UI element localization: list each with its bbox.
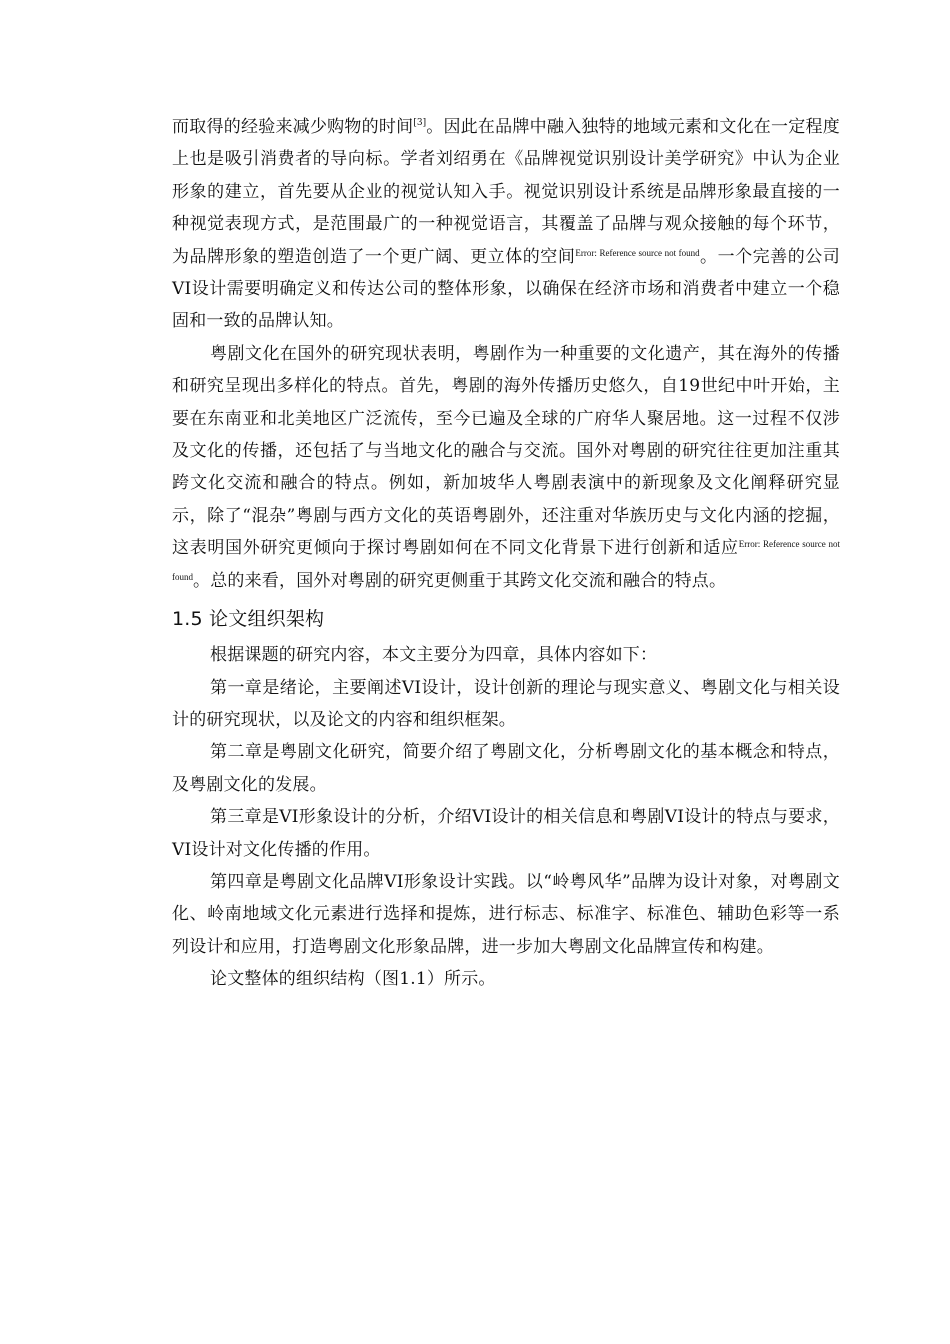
body-paragraph-chapter-4: 第四章是粤剧文化品牌VI形象设计实践。以“岭粤风华”品牌为设计对象，对粤剧文化、岭南地域文化元素进行选择和提炼，进行标志、标准字、标准色、辅助色彩等一系列设计和应用，打造粤剧文化形象品牌，进一步加大粤剧文化品牌宣传和构建。 — [172, 871, 840, 957]
paragraph-text: 。总的来看，国外对粤剧的研究更侧重于其跨文化交流和融合的特点。 — [193, 570, 727, 591]
reference-error-note: Error: Reference source not found — [575, 247, 700, 258]
body-paragraph-closing: 论文整体的组织结构（图1.1）所示。 — [210, 969, 496, 990]
paragraph-text: 。一个完善的公司VI设计需要明确定义和传达公司的整体形象，以确保在经济市场和消费者中建立一个稳固和一致的品牌认知。 — [172, 246, 840, 332]
body-paragraph-chapter-2: 第二章是粤剧文化研究，简要介绍了粤剧文化，分析粤剧文化的基本概念和特点，及粤剧文化的发展。 — [172, 742, 840, 795]
document-page — [172, 111, 840, 996]
body-paragraph-overseas-research — [172, 338, 840, 597]
paragraph-text: 。因此在品牌中融入独特的地域元素和文化在一定程度上也是吸引消费者的导向标。学者刘绍勇在《品牌视觉识别设计美学研究》中认为企业形象的建立，首先要从企业的视觉认知入手。视觉识别设计系统是品牌形象最直接的一种视觉表现方式，是范围最广的一种视觉语言，其覆盖了品牌与观众接触的每个环节，为品牌形象的塑造创造了一个更广阔、更立体的空间 — [172, 117, 840, 267]
section-heading: 1.5 论文组织架构 — [172, 608, 325, 631]
body-paragraph-intro: 根据课题的研究内容，本文主要分为四章，具体内容如下： — [210, 645, 658, 666]
body-paragraph-brand-identity — [172, 111, 840, 338]
paragraph-text: 粤剧文化在国外的研究现状表明，粤剧作为一种重要的文化遗产，其在海外的传播和研究呈现出多样化的特点。首先，粤剧的海外传播历史悠久，自19世纪中叶开始，主要在东南亚和北美地区广泛流传，至今已遍及全球的广府华人聚居地。这一过程不仅涉及文化的传播，还包括了与当地文化的融合与交流。国外对粤剧的研究往往更加注重其跨文化交流和融合的特点。例如，新加坡华人粤剧表演中的新现象及文化阐释研究显示，除了“混杂”粤剧与西方文化的英语粤剧外，还注重对华族历史与文化内涵的挖掘，这表明国外研究更倾向于探讨粤剧如何在不同文化背景下进行创新和适应 — [172, 343, 840, 559]
citation-reference: [3] — [413, 118, 427, 128]
body-paragraph-chapter-3: 第三章是VI形象设计的分析，介绍VI设计的相关信息和粤剧VI设计的特点与要求，VI设计对文化传播的作用。 — [172, 807, 840, 860]
paragraph-text: 而取得的经验来减少购物的时间 — [172, 117, 414, 137]
reference-error-note: Error: Reference source not found — [172, 539, 840, 582]
body-paragraph-chapter-1: 第一章是绪论，主要阐述VI设计，设计创新的理论与现实意义、粤剧文化与相关设计的研究现状，以及论文的内容和组织框架。 — [172, 677, 840, 730]
